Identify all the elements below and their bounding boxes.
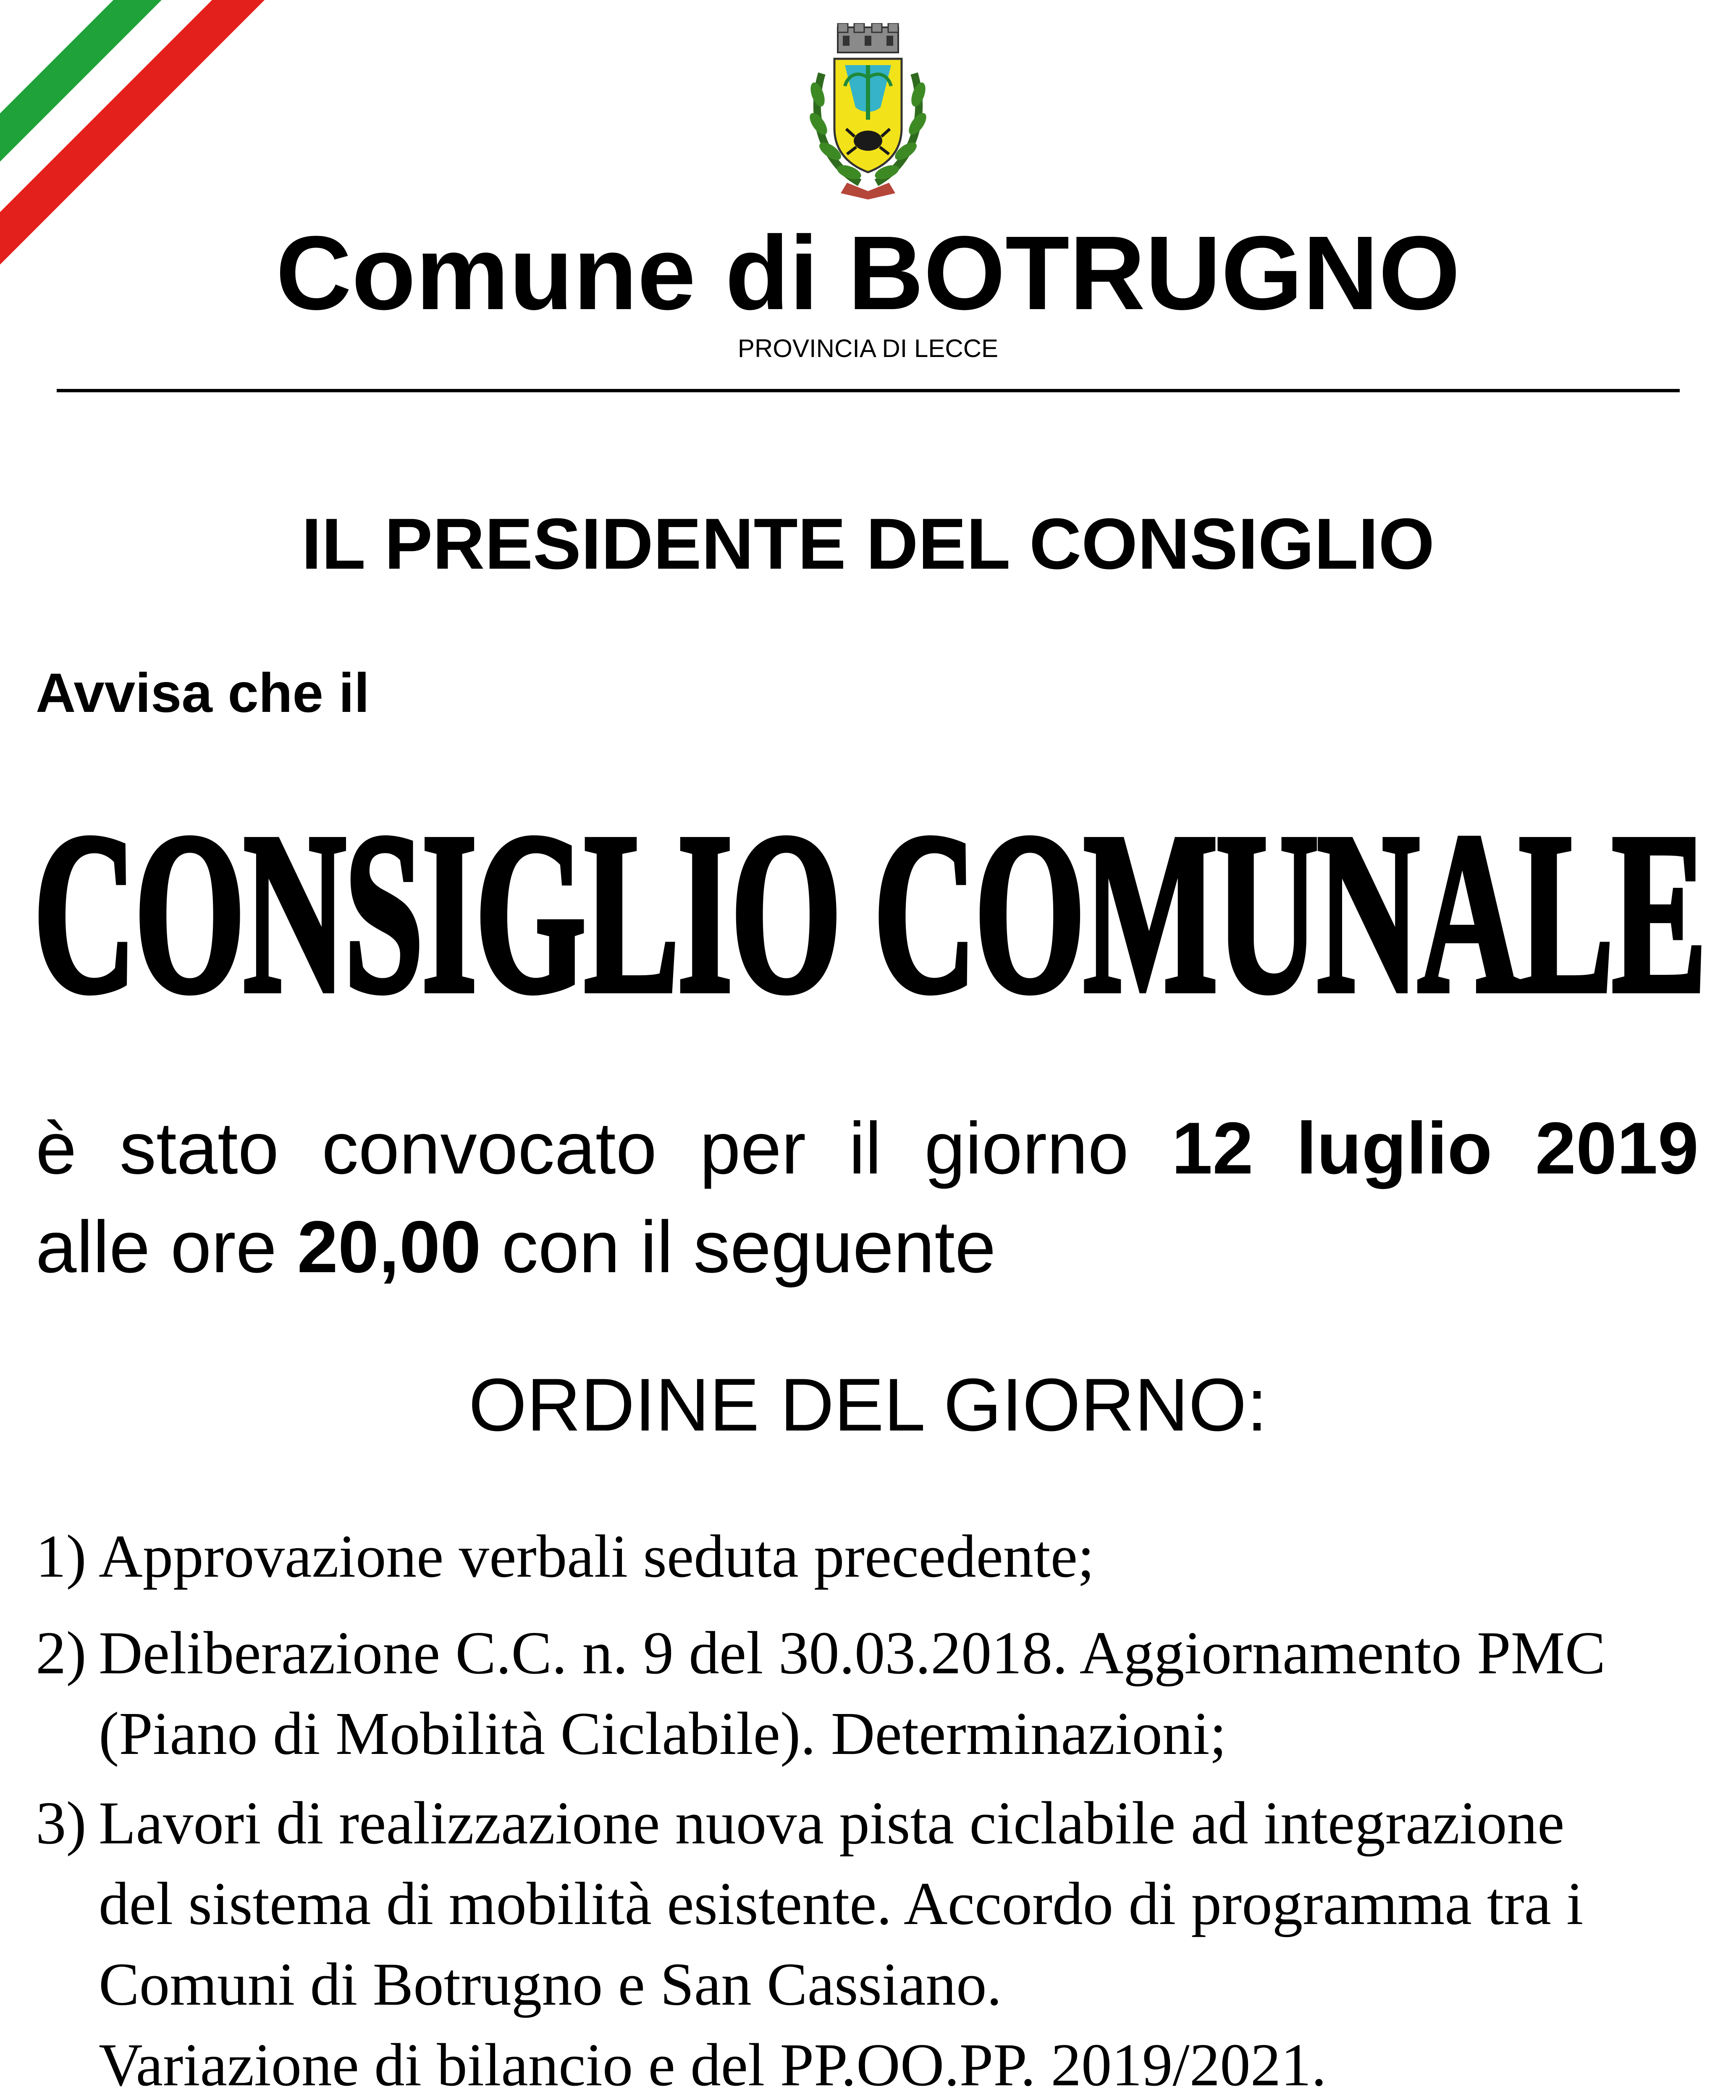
agenda-item-line: Variazione di bilancio e del PP.OO.PP. 2019/2021. [99,2032,1327,2099]
convocation-time: 20,00 [297,1206,481,1288]
notice-intro: Avvisa che il [36,662,370,724]
convocation-line [36,1100,1699,1197]
agenda-item [36,1613,1711,1774]
time-suffix: con il seguente [501,1206,996,1288]
agenda-item-line: Comuni di Botrugno e San Cassiano. [99,1951,1002,2018]
title-word-di: di [725,214,818,331]
notice-heading: IL PRESIDENTE DEL CONSIGLIO [301,504,1435,584]
agenda-item-number: 3) [36,1790,87,1857]
agenda-item-line: del sistema di mobilità esistente. Accordo di programma tra i [99,1870,1584,1937]
agenda-title: ORDINE DEL GIORNO: [468,1363,1268,1446]
agenda-item-line: Deliberazione C.C. n. 9 del 30.03.2018. Aggiornamento PMC [99,1620,1606,1687]
time-prefix: alle ore [36,1206,277,1288]
convocation-text: è stato convocato per il giorno [36,1108,1129,1189]
agenda-item-line: (Piano di Mobilità Ciclabile). Determinazioni; [99,1700,1227,1767]
agenda-item [36,1783,1711,2100]
agenda-item [36,1516,1711,1597]
convocation-time-line [36,1199,996,1296]
title-word-comune: Comune [275,214,696,331]
agenda-item-number: 1) [36,1523,87,1590]
agenda-item-number: 2) [36,1620,87,1687]
agenda-item-line: Approvazione verbali seduta precedente; [99,1523,1095,1590]
notice-subject-wrapper [34,781,1705,1040]
header-divider [57,389,1680,392]
title-word-municipality: BOTRUGNO [847,214,1461,331]
convocation-date: 12 luglio 2019 [1172,1108,1699,1189]
notice-subject: CONSIGLIO COMUNALE [34,786,1705,1040]
province-subtitle: PROVINCIA DI LECCE [737,334,999,362]
agenda-item-line: Lavori di realizzazione nuova pista ciclabile ad integrazione [99,1790,1565,1857]
page-title [0,210,1736,336]
municipal-coat-of-arms-icon [805,23,931,200]
